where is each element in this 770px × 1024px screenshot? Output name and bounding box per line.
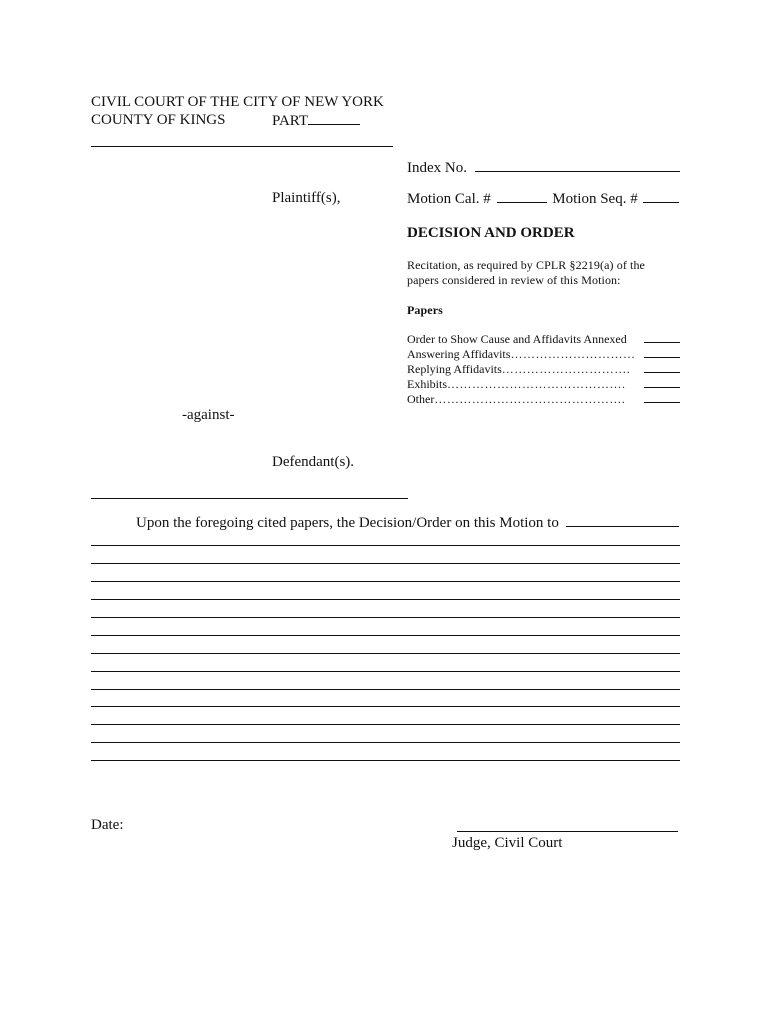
paper-blank <box>644 372 680 373</box>
paper-row-replying <box>407 362 680 377</box>
paper-label: Replying Affidavits <box>407 362 502 376</box>
part-field <box>272 112 360 130</box>
decision-line <box>91 635 680 636</box>
paper-row-exhibits <box>407 377 680 392</box>
paper-row-other <box>407 392 680 407</box>
court-name: CIVIL COURT OF THE CITY OF NEW YORK <box>91 94 384 110</box>
motion-cal-label: Motion Cal. # <box>407 191 491 207</box>
papers-heading: Papers <box>407 303 443 317</box>
decision-intro <box>136 514 679 532</box>
paper-blank <box>644 357 680 358</box>
motion-numbers <box>407 190 679 208</box>
decision-line <box>91 724 680 725</box>
defendant-label: Defendant(s). <box>272 454 355 470</box>
paper-leader: ………………………………………. <box>434 392 626 406</box>
judge-signature-line <box>457 831 678 832</box>
decision-intro-text: Upon the foregoing cited papers, the Decision/Order on this Motion to <box>136 515 559 531</box>
paper-label: Order to Show Cause and Affidavits Annexed <box>407 332 627 346</box>
plaintiff-label: Plaintiff(s), <box>272 190 341 206</box>
paper-leader: …………………………. <box>501 362 631 376</box>
motion-seq-label: Motion Seq. # <box>552 191 638 207</box>
index-blank <box>475 159 680 172</box>
index-field <box>407 159 680 177</box>
motion-seq-blank <box>643 190 679 203</box>
recitation-line-1: Recitation, as required by CPLR §2219(a) of the <box>407 258 645 272</box>
motion-cal-blank <box>497 190 547 203</box>
decision-line <box>91 742 680 743</box>
caption-bottom-rule <box>91 498 408 499</box>
judge-label: Judge, Civil Court <box>452 835 563 851</box>
against-label: -against- <box>182 407 235 423</box>
paper-leader: ……………………………………. <box>447 377 626 391</box>
decision-line <box>91 689 680 690</box>
decision-line <box>91 545 680 546</box>
decision-line <box>91 581 680 582</box>
decision-line <box>91 653 680 654</box>
paper-label: Exhibits <box>407 377 448 391</box>
paper-leader: ………………………… <box>510 347 636 361</box>
county-name: COUNTY OF KINGS <box>91 112 226 128</box>
decision-line <box>91 760 680 761</box>
part-blank <box>308 112 360 125</box>
decision-intro-blank <box>566 514 679 527</box>
paper-blank <box>644 342 680 343</box>
paper-row-answering <box>407 347 680 362</box>
decision-title: DECISION AND ORDER <box>407 225 575 241</box>
date-label: Date: <box>91 817 124 833</box>
decision-line <box>91 706 680 707</box>
paper-label: Answering Affidavits <box>407 347 511 361</box>
paper-label: Other <box>407 392 435 406</box>
paper-blank <box>644 387 680 388</box>
decision-line <box>91 599 680 600</box>
paper-row-order-to-show-cause <box>407 332 680 347</box>
paper-blank <box>644 402 680 403</box>
recitation-line-2: papers considered in review of this Motion: <box>407 273 621 287</box>
index-label: Index No. <box>407 160 467 176</box>
decision-line <box>91 563 680 564</box>
decision-line <box>91 617 680 618</box>
caption-top-rule <box>91 146 393 147</box>
part-label: PART <box>272 113 309 129</box>
decision-line <box>91 671 680 672</box>
